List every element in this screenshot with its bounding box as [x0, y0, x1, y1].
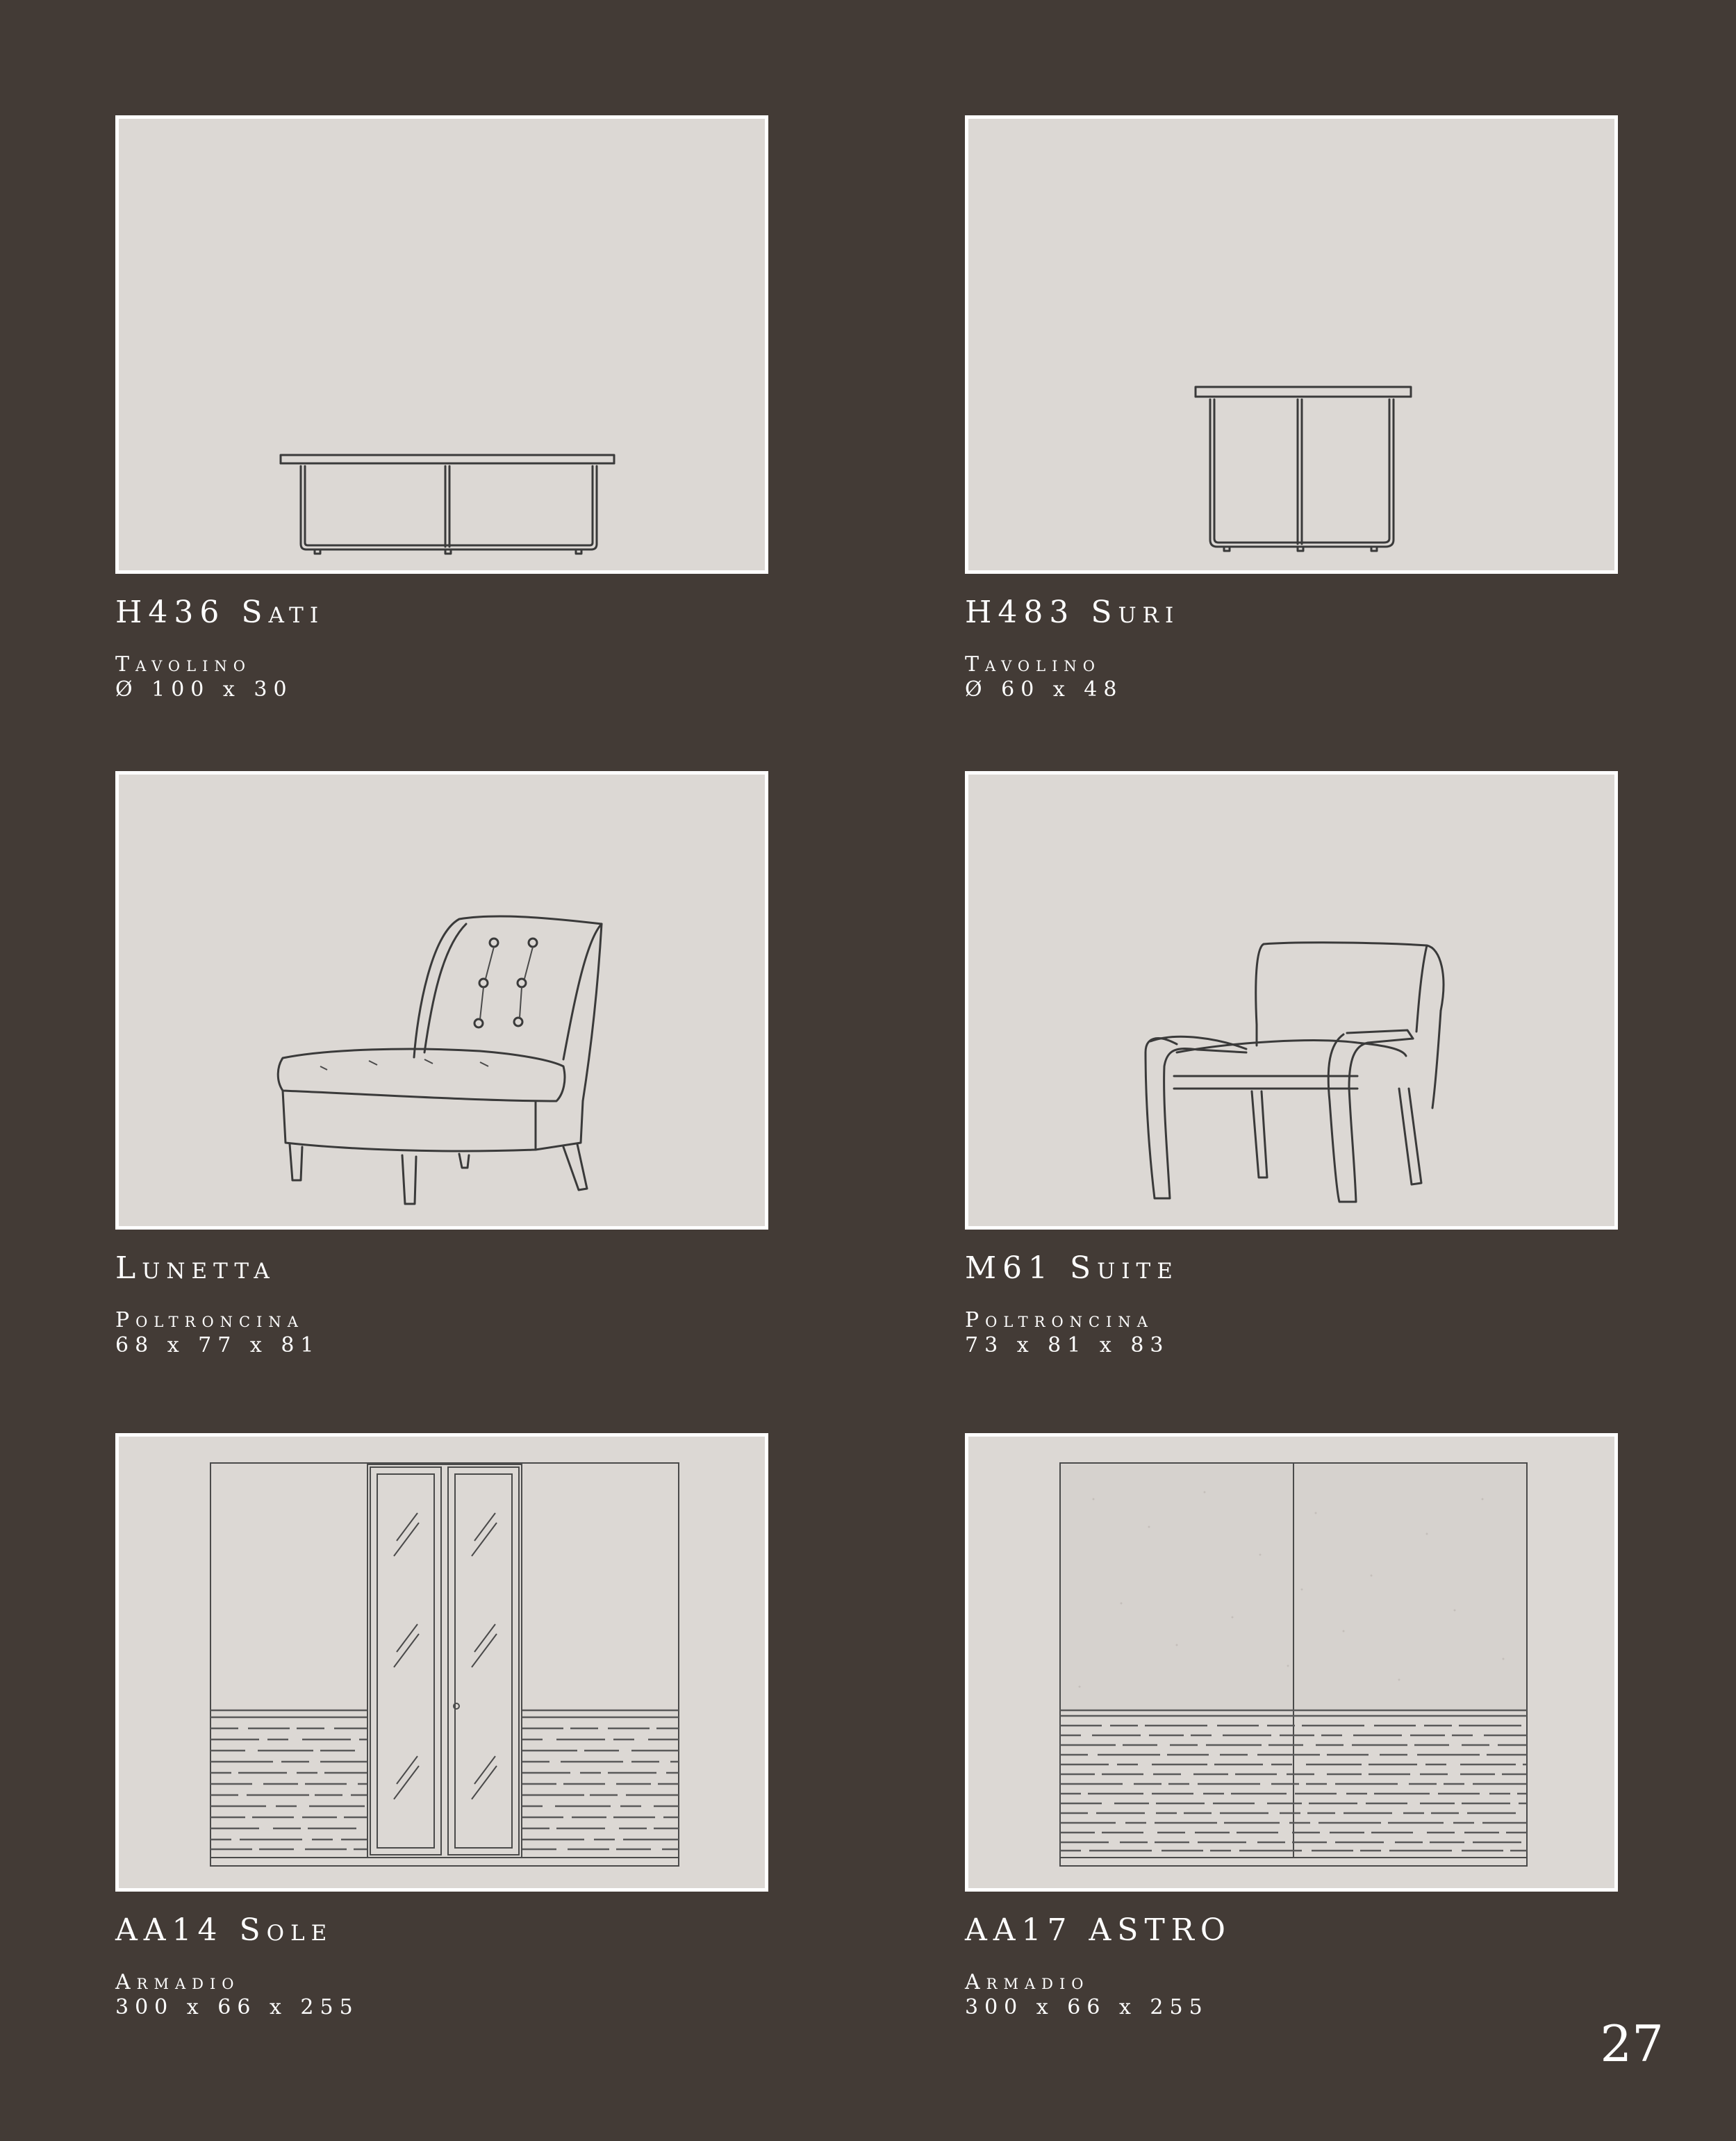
product-name: H483 Suri	[965, 595, 1180, 630]
product-card-m61-suite	[965, 771, 1618, 1358]
product-name: AA14 Sole	[115, 1912, 333, 1948]
product-name: Lunetta	[115, 1250, 276, 1286]
tufted-armless-chair-icon	[119, 775, 765, 1226]
product-card-aa14-sole	[115, 1433, 768, 2020]
page-number: 27	[1600, 2015, 1664, 2073]
product-type: Armadio	[115, 1970, 240, 1994]
product-name: M61 Suite	[965, 1250, 1179, 1286]
wardrobe-sliding-doors-icon	[968, 1437, 1614, 1888]
product-type: Tavolino	[115, 652, 251, 677]
product-dimensions: 68 x 77 x 81	[115, 1333, 320, 1357]
product-card-h436-sati	[115, 115, 768, 702]
wardrobe-mirror-doors-icon	[119, 1437, 765, 1888]
product-name: H436 Sati	[115, 595, 325, 630]
product-image-frame	[115, 115, 768, 574]
product-card-lunetta	[115, 771, 768, 1358]
side-table-icon	[968, 119, 1614, 570]
product-type: Poltroncina	[115, 1308, 304, 1332]
armchair-icon	[968, 775, 1614, 1226]
low-coffee-table-icon	[119, 119, 765, 570]
product-image-frame	[965, 771, 1618, 1230]
product-dimensions: 300 x 66 x 255	[965, 1995, 1209, 2019]
product-type: Poltroncina	[965, 1308, 1154, 1332]
product-name: AA17 ASTRO	[965, 1912, 1232, 1948]
product-dimensions: Ø 100 x 30	[115, 677, 293, 702]
product-card-aa17-astro	[965, 1433, 1618, 2020]
product-image-frame	[115, 1433, 768, 1892]
product-image-frame	[115, 771, 768, 1230]
product-image-frame	[965, 1433, 1618, 1892]
product-type: Armadio	[965, 1970, 1090, 1994]
product-card-h483-suri	[965, 115, 1618, 702]
product-image-frame	[965, 115, 1618, 574]
product-dimensions: Ø 60 x 48	[965, 677, 1123, 702]
product-type: Tavolino	[965, 652, 1101, 677]
product-dimensions: 300 x 66 x 255	[115, 1995, 359, 2019]
product-dimensions: 73 x 81 x 83	[965, 1333, 1170, 1357]
